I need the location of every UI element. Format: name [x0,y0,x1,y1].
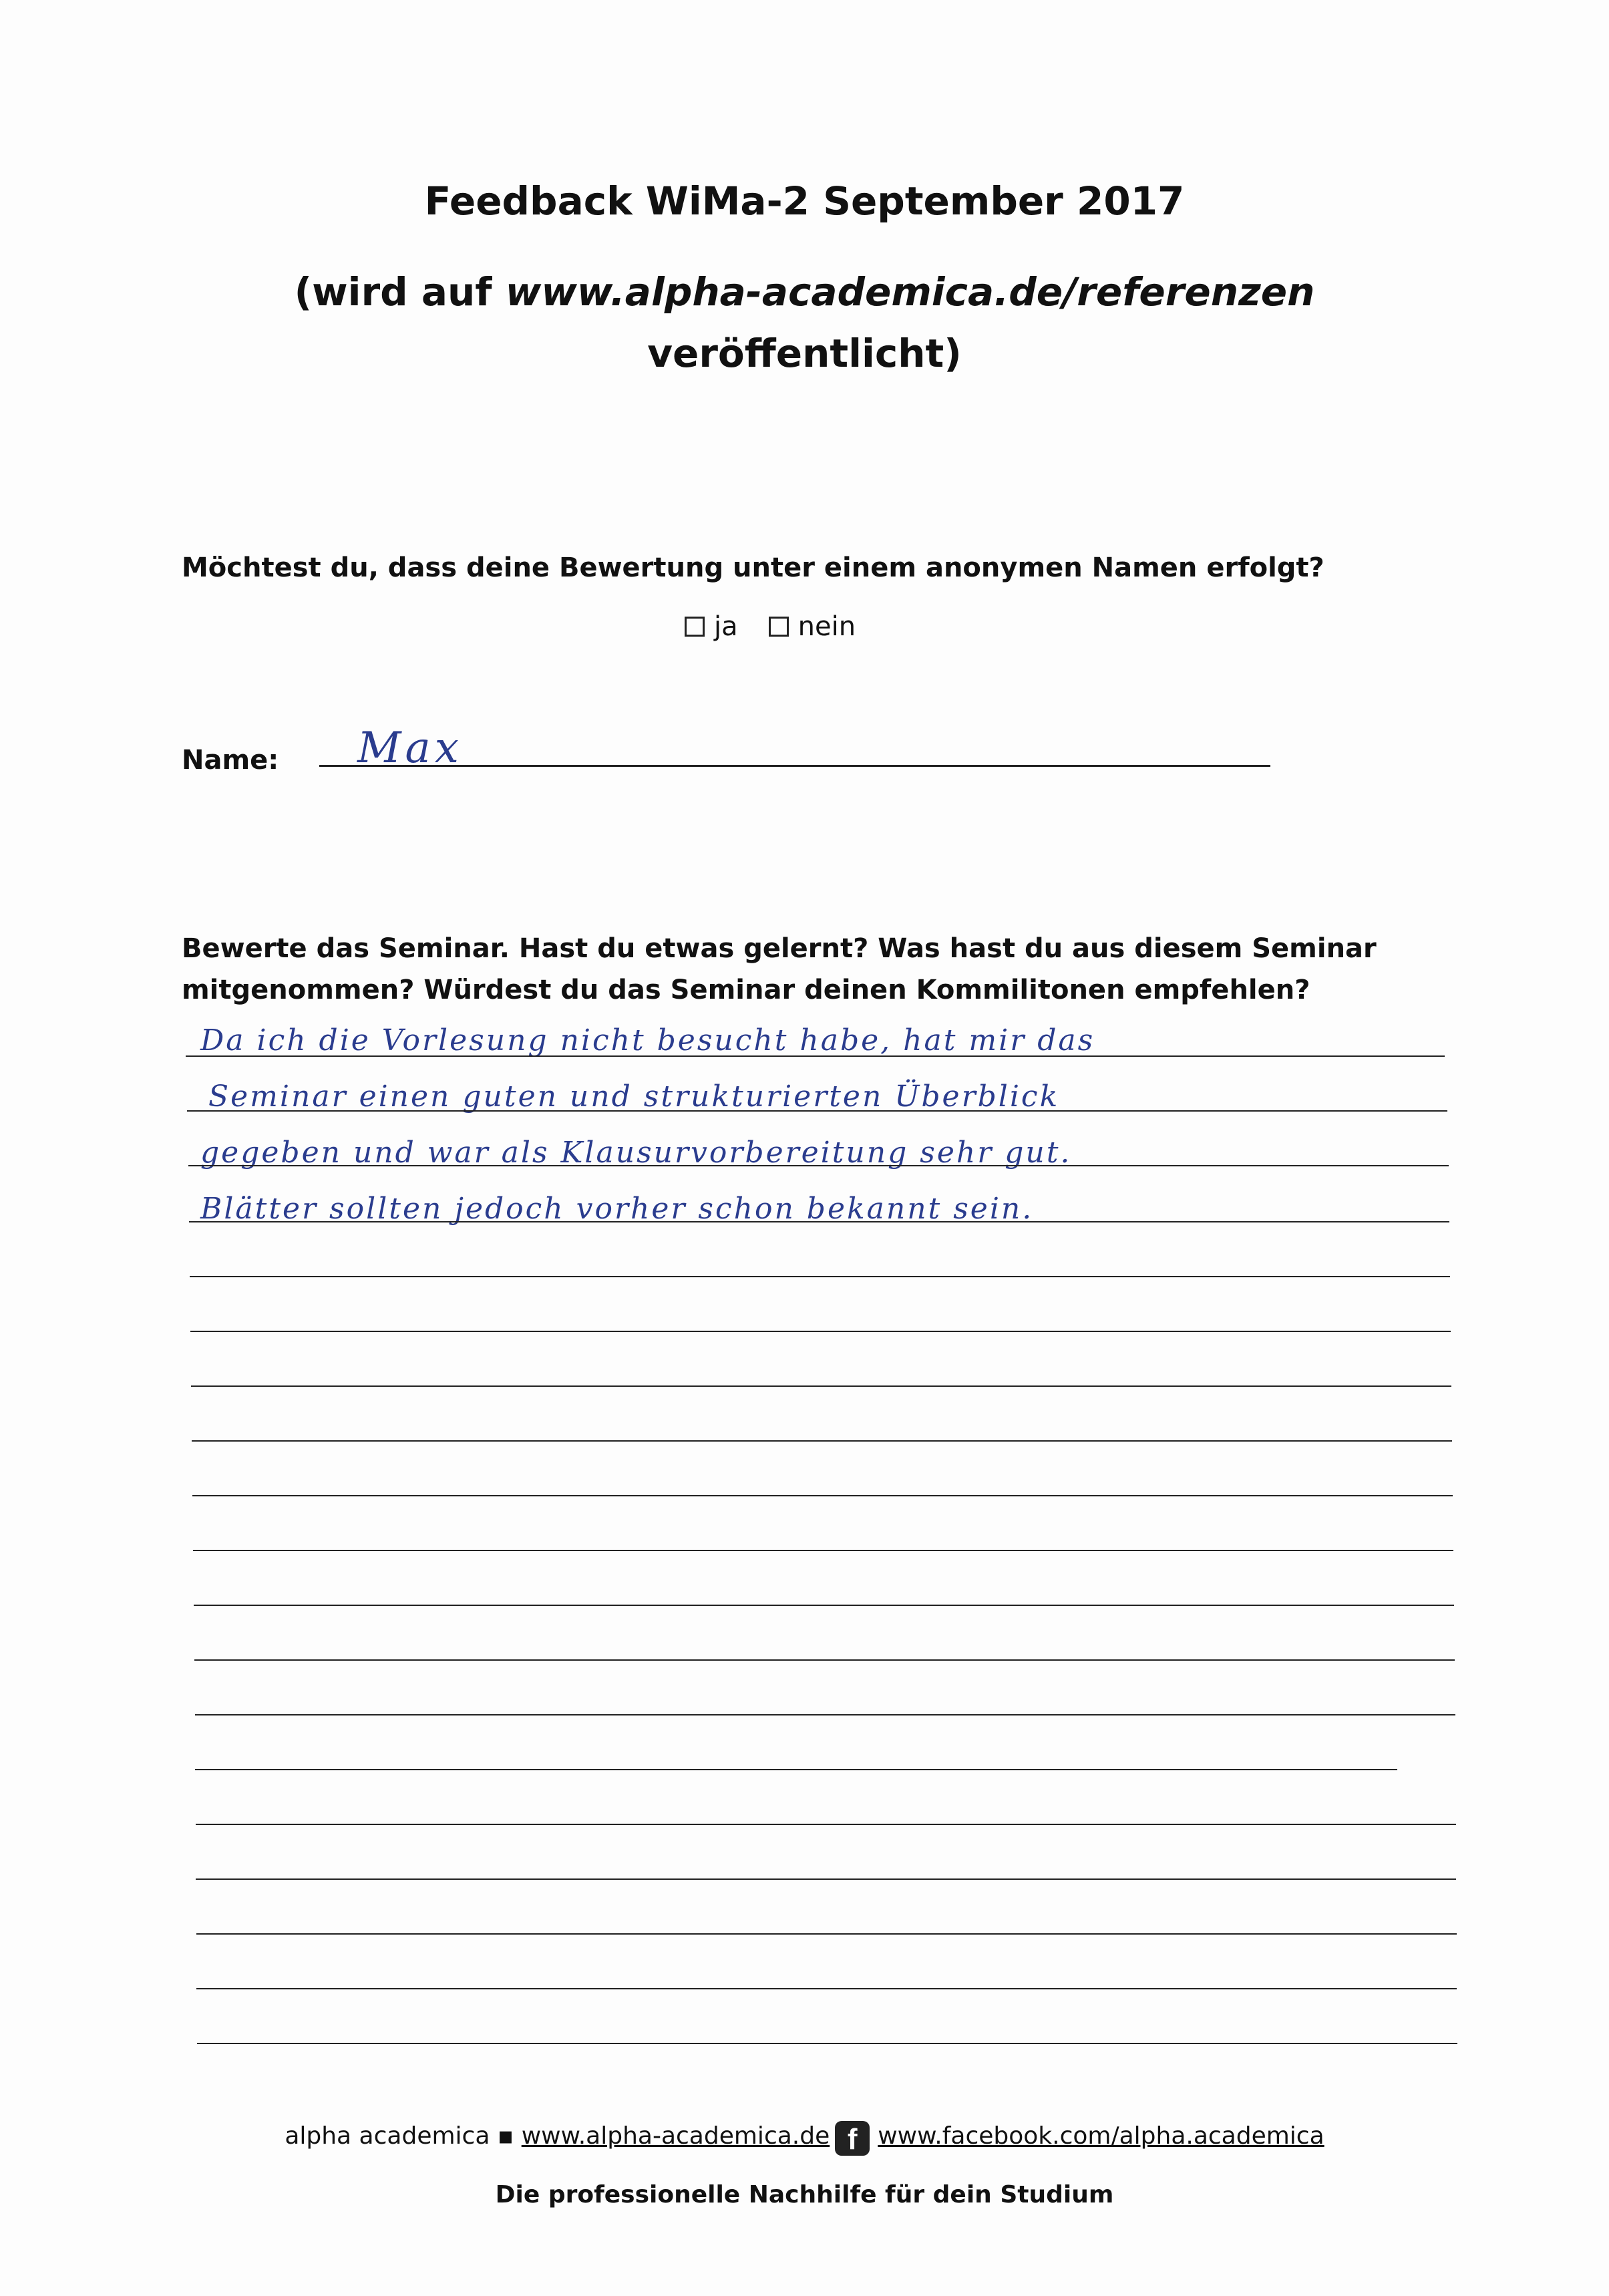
answer-rule [194,1605,1454,1606]
review-question-line2: mitgenommen? Würdest du das Seminar deinen Kommilitonen empfehlen? [182,975,1310,1005]
anonymous-question: Möchtest du, dass deine Bewertung unter einem anonymen Namen erfolgt? [182,552,1324,583]
footer-links [0,2116,1609,2156]
review-question-line1: Bewerte das Seminar. Hast du etwas gelernt? Was hast du aus diesem Seminar [182,933,1377,964]
footer-facebook-link[interactable]: www.facebook.com/alpha.academica [878,2122,1324,2150]
answer-rule [196,1933,1457,1935]
form-subtitle [0,269,1609,315]
option-yes-label: ja [714,611,738,642]
answer-rule [197,2043,1457,2044]
answer-rule [191,1385,1451,1387]
answer-rule [196,1988,1457,1989]
subtitle-prefix: (wird auf [294,269,506,315]
answer-rule [196,1878,1456,1880]
answer-line-1: Da ich die Vorlesung nicht besucht habe, hat mir das [200,1023,1095,1057]
name-label: Name: [182,745,279,776]
option-no-label: nein [797,611,856,642]
facebook-icon: f [835,2121,870,2156]
answer-rule [195,1769,1397,1770]
footer-tagline: Die professionelle Nachhilfe für dein Studium [495,2181,1114,2208]
answer-rule [193,1550,1453,1551]
answer-rule [196,1824,1456,1825]
option-no[interactable] [769,608,856,645]
answer-rule [189,1221,1449,1222]
checkbox-yes[interactable] [685,617,705,637]
footer-separator: ▪ [497,2122,514,2150]
answer-line-2: Seminar einen guten und strukturierten Überblick [208,1080,1060,1114]
answer-rule [190,1276,1450,1277]
answer-rule [190,1331,1451,1332]
answer-rule [192,1495,1453,1496]
form-subtitle-suffix: veröffentlicht) [647,331,962,376]
option-yes[interactable] [685,608,738,645]
footer-brand: alpha academica [285,2122,490,2150]
answer-line-4: Blätter sollten jedoch vorher schon bekannt sein. [200,1192,1034,1226]
checkbox-no[interactable] [769,617,789,637]
answer-rule [188,1165,1449,1166]
answer-rule [194,1659,1455,1661]
answer-rule [186,1055,1445,1057]
anonymous-options [685,608,886,645]
answer-rule [192,1440,1452,1442]
answer-rule [195,1714,1455,1715]
form-title: Feedback WiMa-2 September 2017 [424,178,1185,224]
subtitle-url: www.alpha-academica.de/referenzen [505,269,1315,315]
name-value: Max [357,723,463,773]
footer-website-link[interactable]: www.alpha-academica.de [521,2122,830,2150]
answer-line-3: gegeben und war als Klausurvorbereitung sehr gut. [200,1136,1072,1170]
answer-rule [187,1110,1447,1112]
